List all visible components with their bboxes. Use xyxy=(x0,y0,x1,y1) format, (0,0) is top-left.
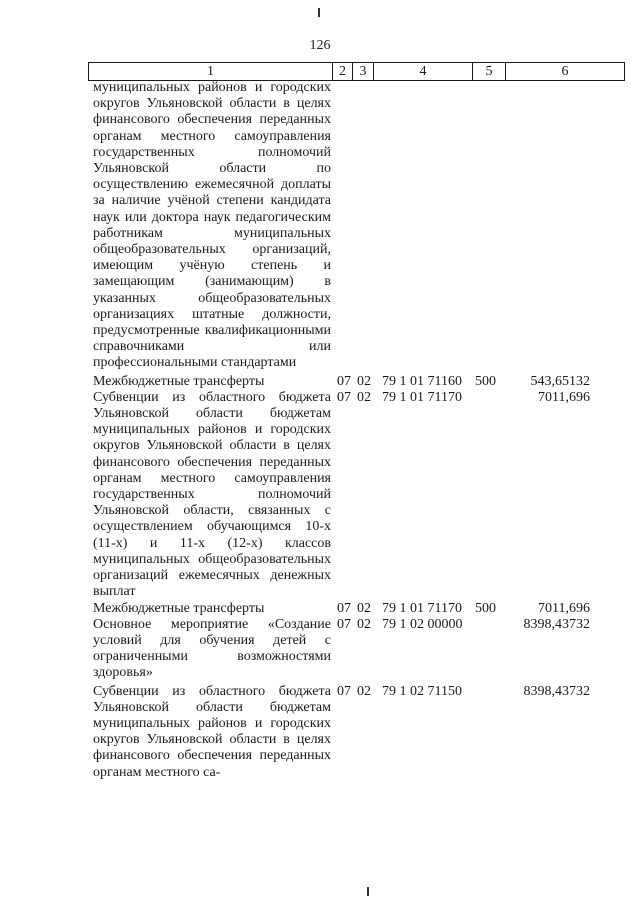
target-article-code: 79 1 01 71160 xyxy=(382,373,462,389)
page-number: 126 xyxy=(309,38,331,53)
column-header-1: 1 xyxy=(89,63,333,81)
row-description: Субвенции из областного бюджета Ульяновской области бюджетам муниципальных районов и городских округов Ульяновской области в целях финансового обеспечения переданных органам местного самоуправления государственных полномочий Ульяновской области, связанных с осуществлением обучающимся 10-х (11-х) и 11-х (12-х) классов муниципальных общеобразовательных организаций ежемесячных денежных выплат xyxy=(93,389,331,600)
subsection-code: 02 xyxy=(357,373,371,389)
section-code: 07 xyxy=(337,683,351,699)
table-row xyxy=(93,601,633,617)
amount: 7011,696 xyxy=(538,600,590,616)
target-article-code: 79 1 02 00000 xyxy=(382,616,463,632)
table-row xyxy=(93,684,633,781)
column-header-4: 4 xyxy=(374,63,473,81)
row-description: Межбюджетные трансферты xyxy=(93,600,265,616)
target-article-code: 79 1 01 71170 xyxy=(382,600,462,616)
amount: 8398,43732 xyxy=(523,683,590,699)
column-header-table xyxy=(88,62,625,81)
row-description: муниципальных районов и городских округов Ульяновской области в целях финансового обеспечения переданных органам местного самоуправления государственных полномочий Ульяновской области по осуществлению ежемесячной доплаты за наличие учёной степени кандидата наук или доктора наук педагогическим работникам муниципальных общеобразовательных организаций, имеющим учёную степень и замещающим (занимающим) в указанных общеобразовательных организациях штатные должности, предусмотренные квалификационными справочниками или профессиональными стандартами xyxy=(93,80,331,371)
budget-table-body xyxy=(93,80,633,781)
target-article-code: 79 1 01 71170 xyxy=(382,389,462,405)
section-code: 07 xyxy=(337,373,351,389)
row-description: Межбюджетные трансферты xyxy=(93,373,265,389)
section-code: 07 xyxy=(337,616,351,632)
amount: 8398,43732 xyxy=(523,616,590,632)
column-header-3: 3 xyxy=(353,63,374,81)
target-article-code: 79 1 02 71150 xyxy=(382,683,462,699)
section-code: 07 xyxy=(337,389,351,405)
column-header-2: 2 xyxy=(333,63,353,81)
amount: 7011,696 xyxy=(538,389,590,405)
subsection-code: 02 xyxy=(357,683,371,699)
subsection-code: 02 xyxy=(357,389,371,405)
table-row xyxy=(93,617,633,682)
row-description: Основное мероприятие «Создание условий для обучения детей с ограниченными возможностями здоровья» xyxy=(93,616,331,681)
bottom-binding-mark xyxy=(367,887,369,896)
subsection-code: 02 xyxy=(357,600,371,616)
section-code: 07 xyxy=(337,600,351,616)
column-header-row xyxy=(89,63,625,81)
column-header-6: 6 xyxy=(506,63,625,81)
table-row xyxy=(93,390,633,601)
table-row xyxy=(93,80,633,372)
top-binding-mark xyxy=(318,8,320,17)
amount: 543,65132 xyxy=(530,373,590,389)
table-row xyxy=(93,374,633,390)
row-description: Субвенции из областного бюджета Ульяновской области бюджетам муниципальных районов и городских округов Ульяновской области в целях финансового обеспечения переданных органам местного са- xyxy=(93,683,331,780)
subsection-code: 02 xyxy=(357,616,371,632)
expense-type-code: 500 xyxy=(475,373,496,389)
column-header-5: 5 xyxy=(473,63,506,81)
expense-type-code: 500 xyxy=(475,600,496,616)
